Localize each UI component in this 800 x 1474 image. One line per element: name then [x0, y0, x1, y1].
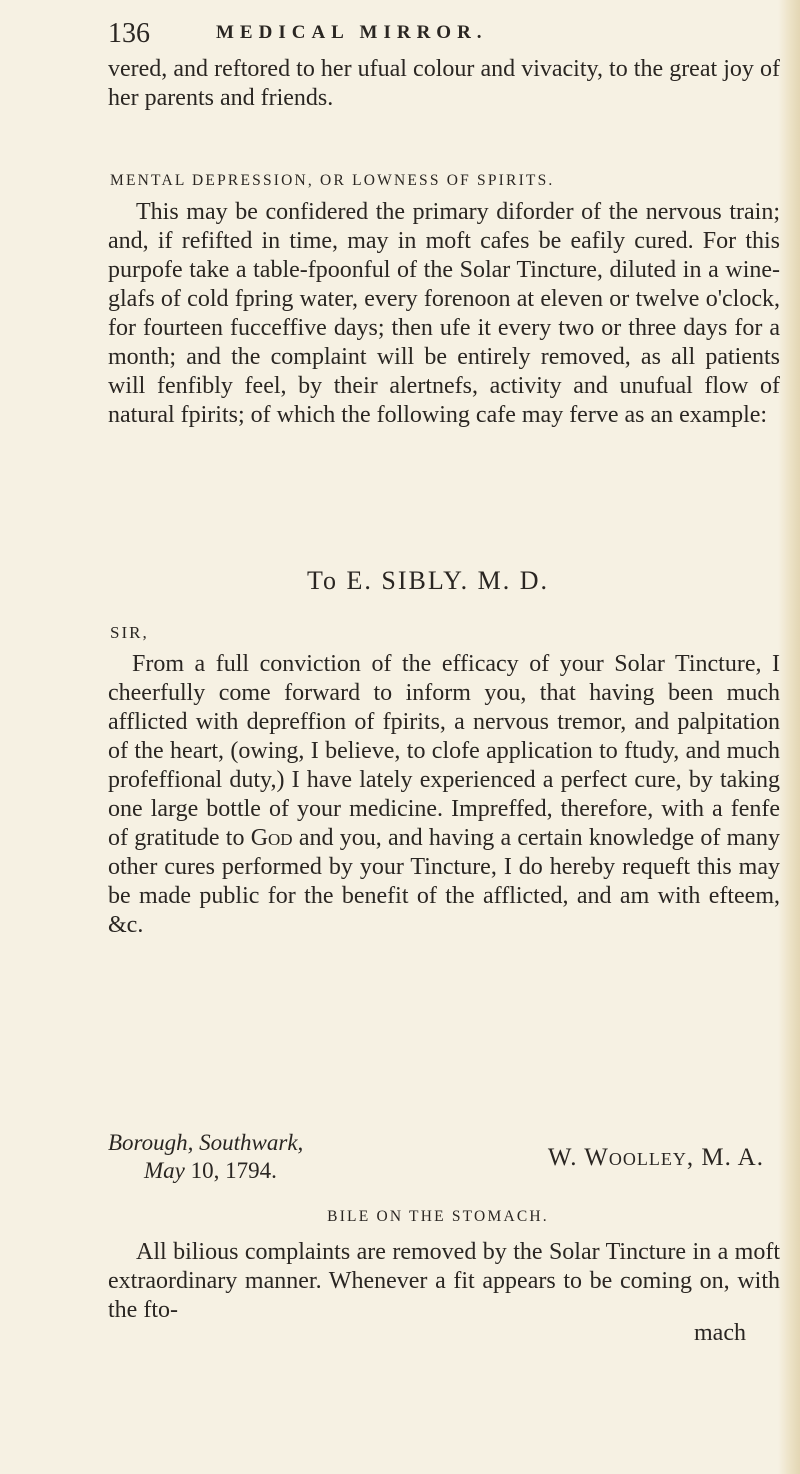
bile-paragraph: All bilious complaints are removed by the Solar Tincture in a moft extraordinary manner. Whenever a fit appears to be coming on, with the fto-	[108, 1239, 780, 1323]
continuation-paragraph: vered, and reftored to her ufual colour and vivacity, to the great joy of her parents and friends.	[108, 56, 780, 111]
section-heading-mental-depression: MENTAL DEPRESSION, OR LOWNESS OF SPIRITS.	[110, 172, 555, 189]
letter-date-rest: 10, 1794.	[190, 1158, 277, 1183]
letter-body	[108, 650, 780, 940]
running-head	[108, 18, 748, 52]
letter-body-part2: and you, and having a certain knowledge of many other cures performed by your Tincture, I do hereby requeft this may be made public for the benefit of the afflicted, and am with efteem, &c.	[108, 825, 780, 938]
journal-title: MEDICAL MIRROR.	[216, 22, 488, 43]
bile-paragraph-last-word: mach	[694, 1320, 746, 1346]
section-heading-bile: BILE ON THE STOMACH.	[327, 1208, 549, 1225]
letter-place: Borough, Southwark,	[108, 1130, 304, 1155]
letter-body-god: God	[250, 825, 293, 851]
letter-salutation: SIR,	[110, 623, 149, 642]
letter-signoff	[108, 1130, 780, 1210]
letter-date-month: May	[144, 1158, 185, 1183]
page-number: 136	[108, 18, 150, 49]
letter-body-part1: From a full conviction of the efficacy of your Solar Tincture, I cheerfully come forward to inform you, that having been much afflicted with depreffion of fpirits, a nervous tremor, and palpitation of the heart, (owing, I believe, to clofe application to ftudy, and much profeffional duty,) I have lately experienced a perfect cure, by taking one large bottle of your medicine. Impreffed, therefore, with a fenfe of gratitude to	[108, 651, 780, 851]
letter-heading: To E. SIBLY. M. D.	[306, 566, 549, 595]
mental-depression-paragraph: This may be confidered the primary diforder of the nervous train; and, if refifted in time, may in moft cafes be eafily cured. For this purpofe take a table-fpoonful of the Solar Tincture, diluted in a wine-glafs of cold fpring water, every forenoon at eleven or twelve o'clock, for fourteen fucceffive days; then ufe it every two or three days for a month; and the complaint will be entirely removed, as all patients will fenfibly feel, by their alertnefs, activity and unufual flow of natural fpirits; of which the following cafe may ferve as an example:	[108, 199, 780, 428]
letter-signature: W. Woolley, M. A.	[547, 1144, 764, 1171]
page-edge	[778, 0, 800, 1474]
letter-date	[144, 1158, 277, 1184]
